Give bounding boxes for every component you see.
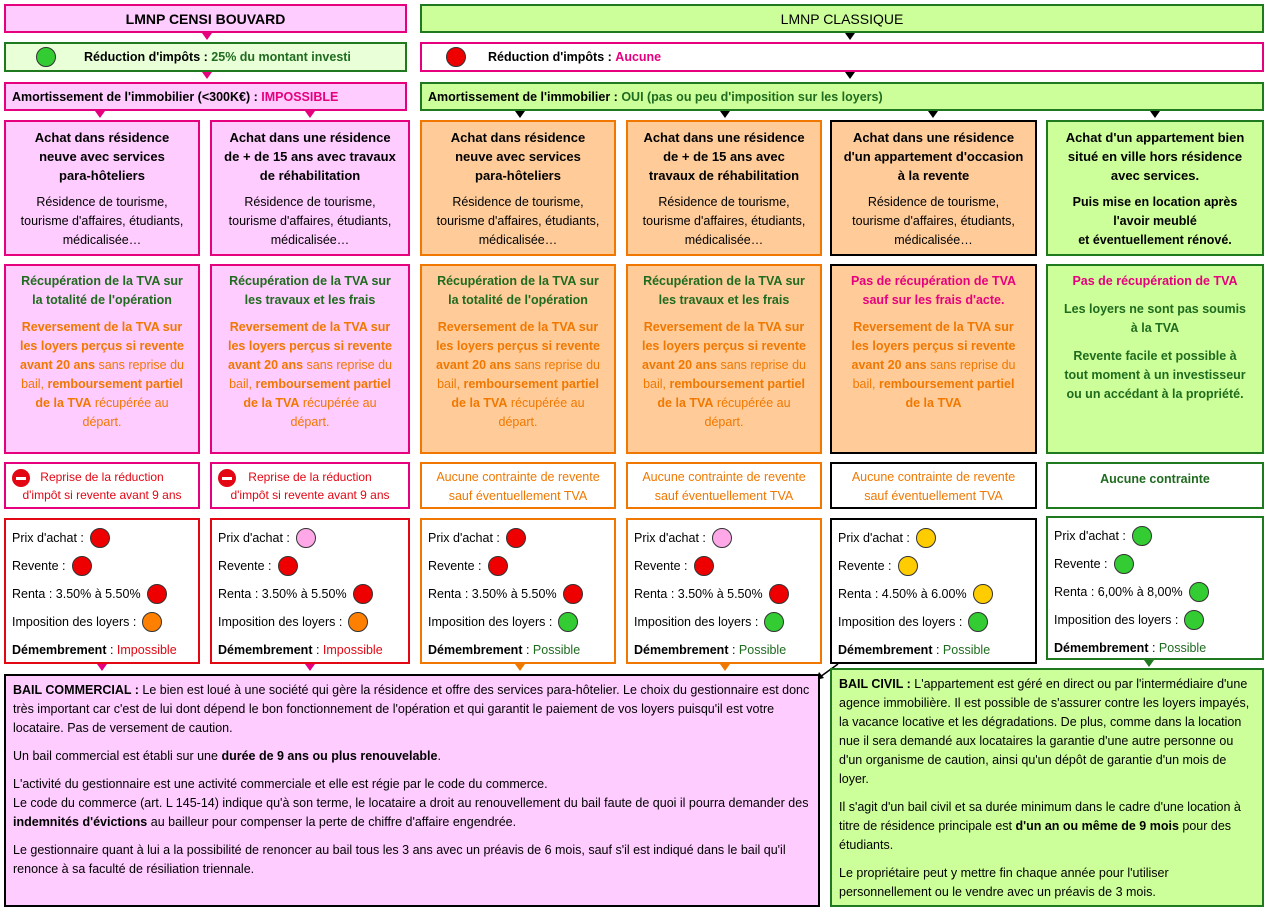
stats-cell-1: Prix d'achat : Revente : Renta : 3.50% à 5.50% Imposition des loyers : Démembrement : Impossible — [4, 518, 200, 664]
constraint-cell-4: Aucune contrainte de revente sauf éventuellement TVA — [626, 462, 822, 509]
arrow-down — [720, 664, 730, 671]
achat-cell-1: Achat dans résidence neuve avec services para-hôteliers Résidence de tourisme, tourisme d'affaires, étudiants, médicalisée… — [4, 120, 200, 256]
bail-civil-box: BAIL CIVIL : L'appartement est géré en direct ou par l'intermédiaire d'une agence immobilière. Il est possible de s'assurer contre les loyers impayés, la vacance locative et les dégradations. De plus, comme dans la location nue il sera demandé aux locataires la garantie d'une autre personne ou d'un organisme de caution, ainsi qu'un dépôt de garantie d'un mois de loyer. Il s'agit d'un bail civil et sa durée minimum dans le cadre d'une location à titre de résidence principale est d'un an ou même de 9 mois pour des étudiants. Le propriétaire peut y mettre fin chaque année pour l'utiliser personnellement ou le vendre avec un préavis de 3 mois. — [830, 668, 1264, 907]
green-dot-icon — [1132, 526, 1152, 546]
green-dot-icon — [558, 612, 578, 632]
tva-cell-2: Récupération de la TVA sur les travaux et les frais Reversement de la TVA sur les loyers perçus si revente avant 20 ans sans reprise du bail, remboursement partiel de la TVA récupérée au départ. — [210, 264, 410, 454]
amortissement-censi — [4, 82, 407, 111]
constraint-cell-2: Reprise de la réduction d'impôt si revente avant 9 ans — [210, 462, 410, 509]
bail-commercial-title: BAIL COMMERCIAL : — [13, 683, 139, 697]
arrow-down — [515, 664, 525, 671]
red-dot-icon — [506, 528, 526, 548]
green-dot-icon — [764, 612, 784, 632]
red-indicator-icon — [446, 47, 466, 67]
arrow-down — [202, 33, 212, 40]
achat-cell-4: Achat dans une résidence de + de 15 ans avec travaux de réhabilitation Résidence de tourisme, tourisme d'affaires, étudiants, médicalisée… — [626, 120, 822, 256]
red-dot-icon — [72, 556, 92, 576]
achat-cell-6: Achat d'un appartement bien situé en ville hors résidence avec services. Puis mise en location après l'avoir meublé et éventuellement rénové. — [1046, 120, 1264, 256]
arrow-down — [928, 111, 938, 118]
tva-cell-5: Pas de récupération de TVA sauf sur les frais d'acte. Reversement de la TVA sur les loyers perçus si revente avant 20 ans sans reprise du bail, remboursement partiel de la TVA — [830, 264, 1037, 454]
reduction-classique — [420, 42, 1264, 72]
red-dot-icon — [147, 584, 167, 604]
yellow-dot-icon — [898, 556, 918, 576]
tva-cell-6: Pas de récupération de TVA Les loyers ne sont pas soumis à la TVA Revente facile et possible à tout moment à un investisseur ou un accédant à la propriété. — [1046, 264, 1264, 454]
green-dot-icon — [1184, 610, 1204, 630]
bail-civil-title: BAIL CIVIL : — [839, 677, 911, 691]
orange-dot-icon — [142, 612, 162, 632]
amortissement-label: Amortissement de l'immobilier (<300K€) : — [12, 89, 258, 104]
green-dot-icon — [968, 612, 988, 632]
stats-cell-4: Prix d'achat : Revente : Renta : 3.50% à 5.50% Imposition des loyers : Démembrement : Possible — [626, 518, 822, 664]
pink-dot-icon — [296, 528, 316, 548]
constraint-cell-1: Reprise de la réduction d'impôt si revente avant 9 ans — [4, 462, 200, 509]
reduction-label: Réduction d'impôts : — [84, 50, 208, 64]
arrow-down — [97, 664, 107, 671]
arrow-down — [305, 664, 315, 671]
red-dot-icon — [90, 528, 110, 548]
amortissement-value: IMPOSSIBLE — [261, 89, 339, 104]
arrow-down — [845, 33, 855, 40]
green-dot-icon — [1189, 582, 1209, 602]
amortissement-value: OUI (pas ou peu d'imposition sur les loyers) — [621, 89, 883, 104]
constraint-cell-3: Aucune contrainte de revente sauf éventuellement TVA — [420, 462, 616, 509]
tva-cell-4: Récupération de la TVA sur les travaux et les frais Reversement de la TVA sur les loyers perçus si revente avant 20 ans sans reprise du bail, remboursement partiel de la TVA récupérée au départ. — [626, 264, 822, 454]
arrow-down — [202, 72, 212, 79]
arrow-down — [305, 111, 315, 118]
constraint-cell-6: Aucune contrainte — [1046, 462, 1264, 509]
yellow-dot-icon — [916, 528, 936, 548]
header-classique-label: LMNP CLASSIQUE — [780, 10, 904, 27]
reduction-value: Aucune — [615, 50, 662, 64]
arrow-down — [515, 111, 525, 118]
header-censi-label: LMNP CENSI BOUVARD — [125, 10, 286, 27]
achat-cell-3: Achat dans résidence neuve avec services para-hôteliers Résidence de tourisme, tourisme d'affaires, étudiants, médicalisée… — [420, 120, 616, 256]
amortissement-label: Amortissement de l'immobilier : — [428, 89, 618, 104]
header-censi-bouvard — [4, 4, 407, 33]
minus-icon — [218, 469, 236, 487]
constraint-cell-5: Aucune contrainte de revente sauf éventuellement TVA — [830, 462, 1037, 509]
tva-cell-3: Récupération de la TVA sur la totalité de l'opération Reversement de la TVA sur les loyers perçus si revente avant 20 ans sans reprise du bail, remboursement partiel de la TVA récupérée au départ. — [420, 264, 616, 454]
arrow-down — [845, 72, 855, 79]
red-dot-icon — [488, 556, 508, 576]
red-dot-icon — [563, 584, 583, 604]
achat-cell-5: Achat dans une résidence d'un appartement d'occasion à la revente Résidence de tourisme, tourisme d'affaires, étudiants, médicalisée… — [830, 120, 1037, 256]
amortissement-classique — [420, 82, 1264, 111]
stats-cell-2: Prix d'achat : Revente : Renta : 3.50% à 5.50% Imposition des loyers : Démembrement : Impossible — [210, 518, 410, 664]
arrow-down — [720, 111, 730, 118]
stats-cell-5: Prix d'achat : Revente : Renta : 4.50% à 6.00% Imposition des loyers : Démembrement : Possible — [830, 518, 1037, 664]
stats-cell-3: Prix d'achat : Revente : Renta : 3.50% à 5.50% Imposition des loyers : Démembrement : Possible — [420, 518, 616, 664]
achat-cell-2: Achat dans une résidence de + de 15 ans avec travaux de réhabilitation Résidence de tourisme, tourisme d'affaires, étudiants, médicalisée… — [210, 120, 410, 256]
green-dot-icon — [1114, 554, 1134, 574]
green-indicator-icon — [36, 47, 56, 67]
orange-dot-icon — [348, 612, 368, 632]
red-dot-icon — [353, 584, 373, 604]
reduction-censi — [4, 42, 407, 72]
yellow-dot-icon — [973, 584, 993, 604]
header-classique — [420, 4, 1264, 33]
red-dot-icon — [769, 584, 789, 604]
arrow-down — [1150, 111, 1160, 118]
tva-cell-1: Récupération de la TVA sur la totalité de l'opération Reversement de la TVA sur les loyers perçus si revente avant 20 ans sans reprise du bail, remboursement partiel de la TVA récupérée au départ. — [4, 264, 200, 454]
minus-icon — [12, 469, 30, 487]
arrow-down — [95, 111, 105, 118]
red-dot-icon — [694, 556, 714, 576]
reduction-value: 25% du montant investi — [211, 50, 351, 64]
arrow-down — [1144, 660, 1154, 667]
bail-commercial-box: BAIL COMMERCIAL : Le bien est loué à une société qui gère la résidence et offre des services para-hôtelier. Le choix du gestionnaire est donc très important car c'est de lui dont dépend le bon fonctionnement de l'opération et qui garantit le paiement de vos loyers puisqu'il est votre locataire. Pas de versement de caution. Un bail commercial est établi sur une durée de 9 ans ou plus renouvelable. L'activité du gestionnaire est une activité commerciale et elle est régie par le code du commerce. Le code du commerce (art. L 145-14) indique qu'à son terme, le locataire a droit au renouvellement du bail faute de quoi il pourra demander des indemnités d'évictions au bailleur pour compenser la perte de chiffre d'affaire engendrée. Le gestionnaire quant à lui a la possibilité de renoncer au bail tous les 3 ans avec un préavis de 6 mois, sauf s'il est indiqué dans le bail qu'il renonce à sa faculté de résiliation triennale. — [4, 674, 820, 907]
pink-dot-icon — [712, 528, 732, 548]
red-dot-icon — [278, 556, 298, 576]
stats-cell-6: Prix d'achat : Revente : Renta : 6,00% à 8,00% Imposition des loyers : Démembrement : Possible — [1046, 516, 1264, 660]
reduction-label: Réduction d'impôts : — [488, 50, 612, 64]
